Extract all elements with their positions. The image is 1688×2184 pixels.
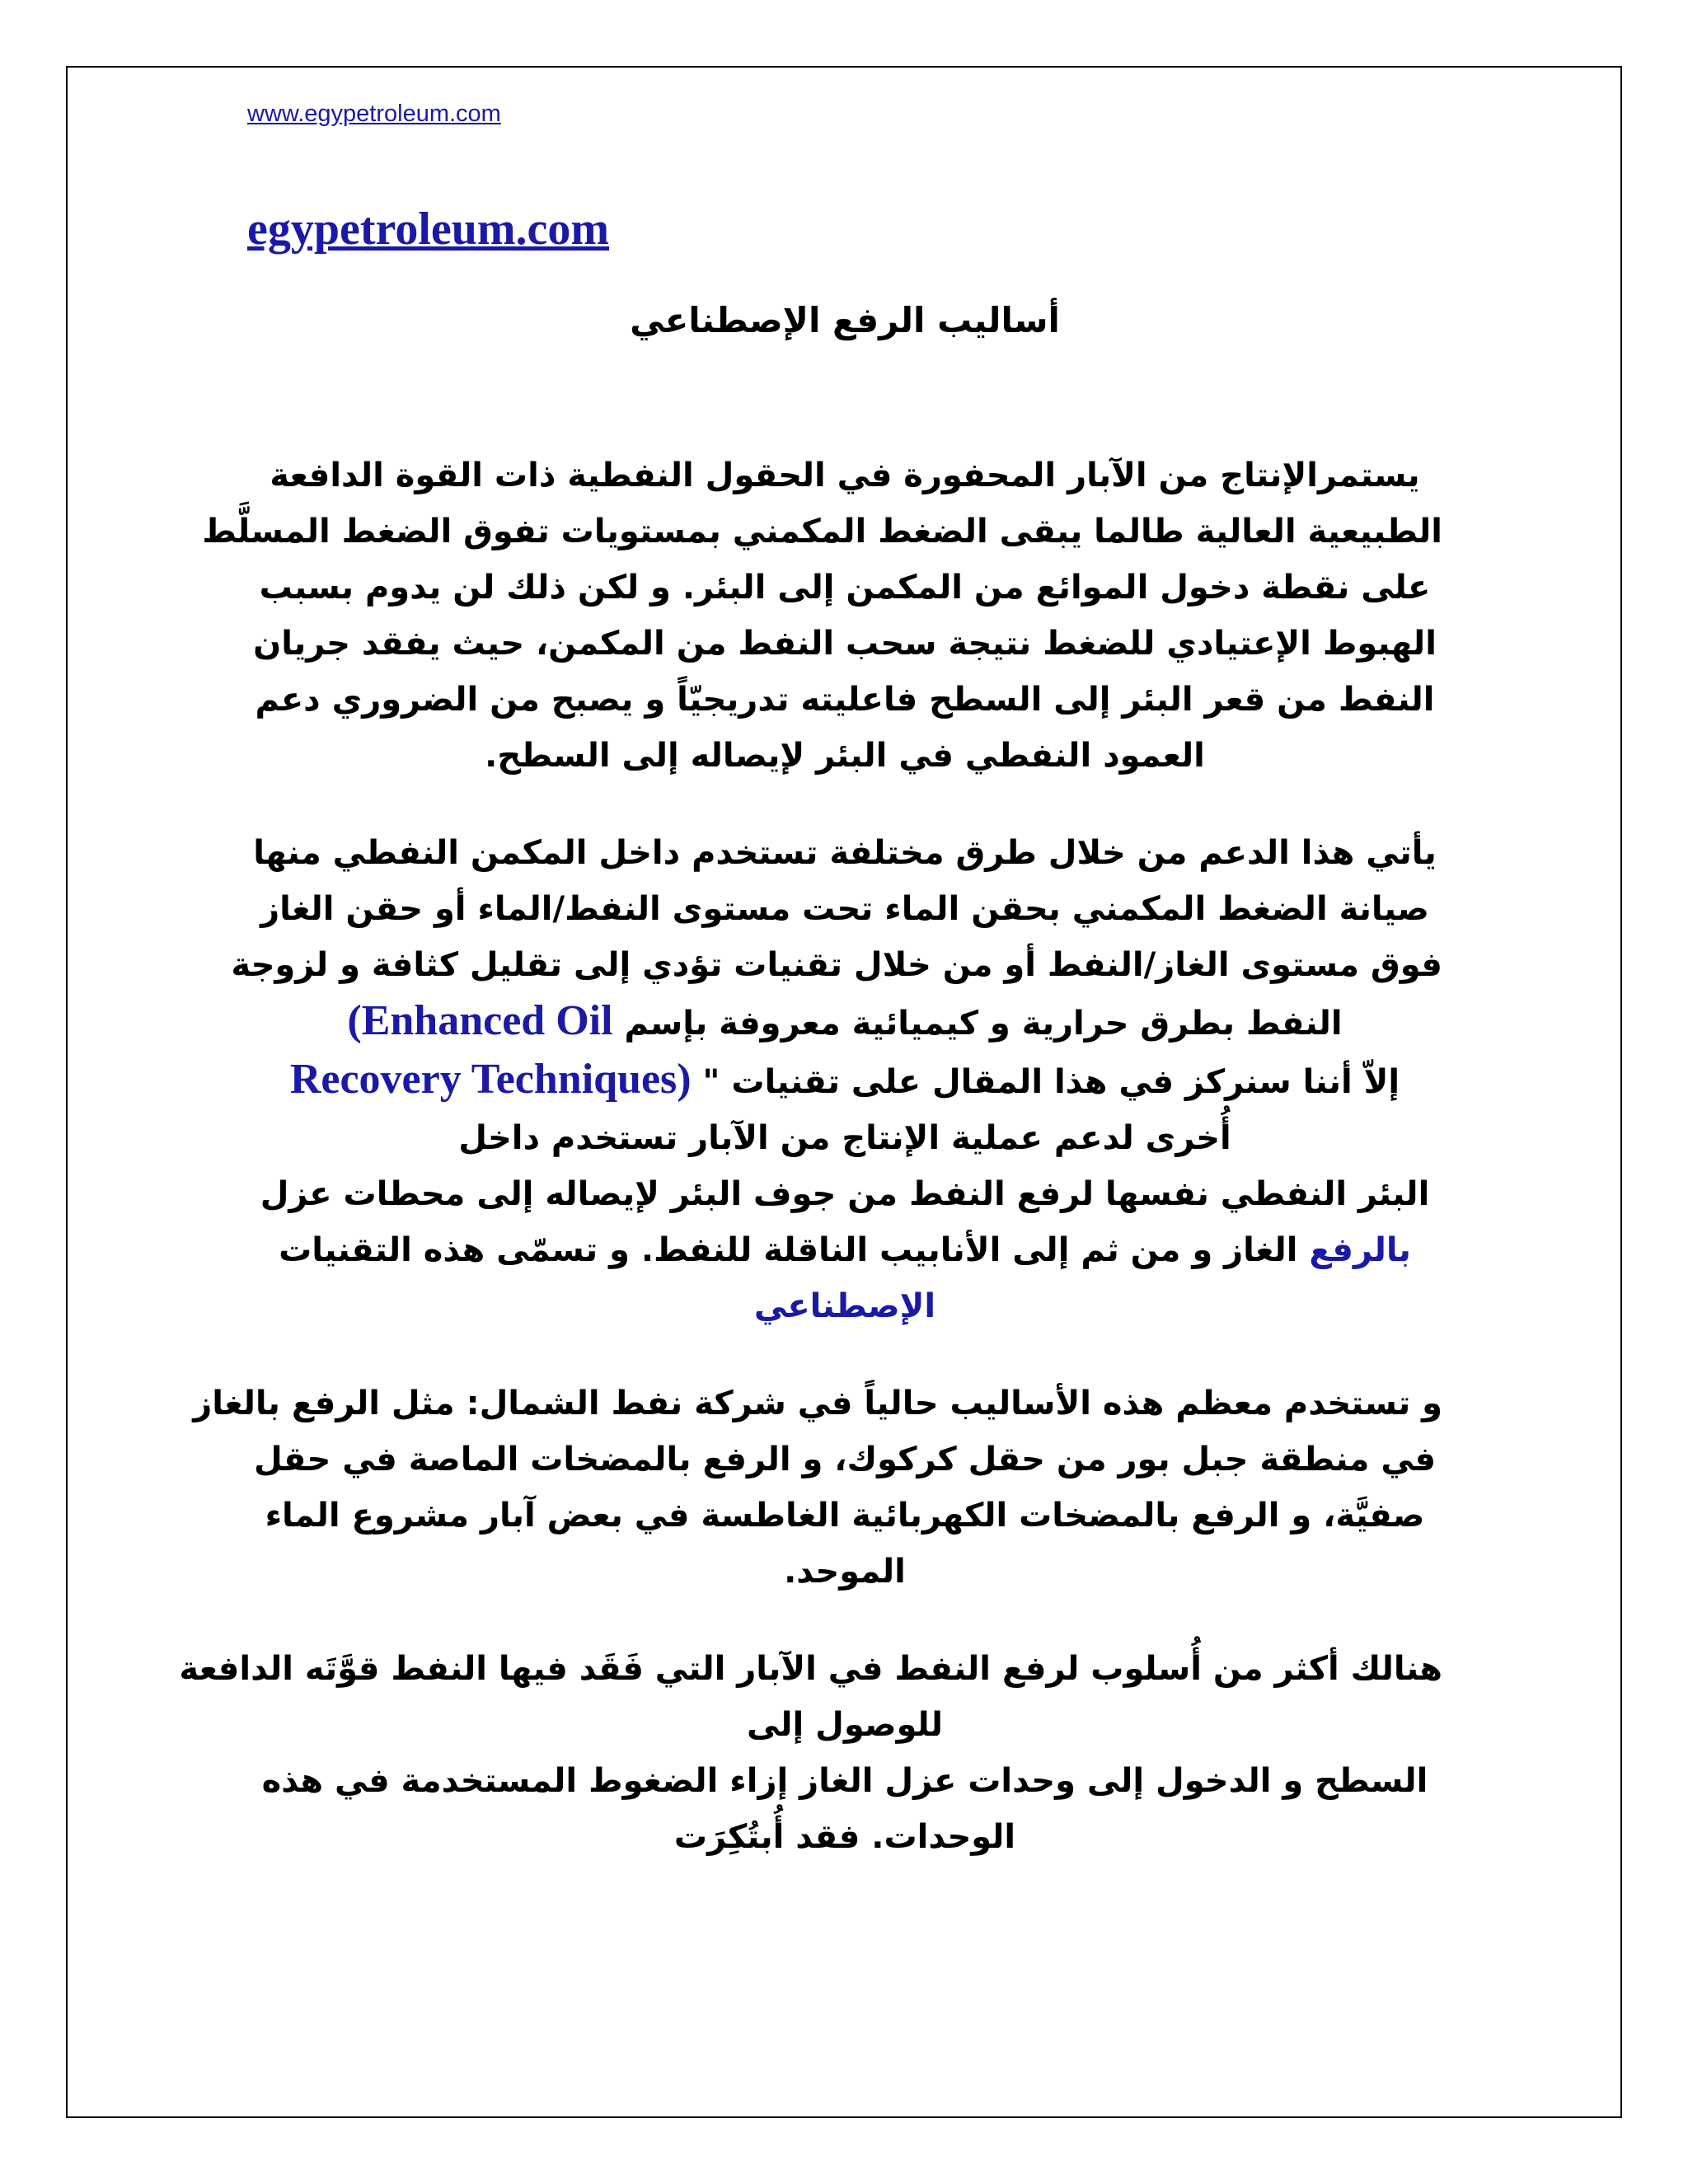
enhanced-oil-term: (Enhanced Oil [347,997,613,1044]
document-title: أساليب الرفع الإصطناعي [630,300,1060,340]
p2-line: صيانة الضغط المكمني بحقن الماء تحت مستوى النفط/الماء أو حقن الغاز [260,890,1429,928]
p2-line: البئر النفطي نفسها لرفع النفط من جوف البئر لإيصاله إلى محطات عزل [260,1175,1430,1213]
p2-line-mixed [247,1222,1442,1278]
p1-line: النفط من قعر البئر إلى السطح فاعليته تدريجيّاً و يصبح من الضروري دعم [255,681,1435,719]
artificial-lift-term-part1: بالرفع [1309,1231,1411,1269]
p4-line: السطح و الدخول إلى وحدات عزل الغاز إزاء الضغوط المستخدمة في هذه [261,1762,1428,1800]
p2-line: يأتي هذا الدعم من خلال طرق مختلفة تستخدم داخل المكمن النفطي منها [253,834,1437,872]
header-url-link[interactable]: www.egypetroleum.com [247,101,501,127]
p3-line: في منطقة جبل بور من حقل كركوك، و الرفع بالمضخات الماصة في حقل [253,1441,1437,1479]
recovery-techniques-term: Recovery Techniques) [289,1056,692,1103]
paragraph-1 [202,448,1442,784]
p1-line: الهبوط الإعتيادي للضغط نتيجة سحب النفط من المكمن، حيث يفقد جريان [253,625,1437,663]
p3-line: صفيَّة، و الرفع بالمضخات الكهربائية الغاطسة في بعض آبار مشروع الماء [265,1497,1425,1535]
p1-line: يستمرالإنتاج من الآبار المحفورة في الحقول النفطية ذات القوة الدافعة [270,457,1420,494]
document-body [179,293,1442,1906]
p4-line: للوصول إلى [747,1706,943,1744]
p1-line: العمود النفطي في البئر لإيصاله إلى السطح. [485,737,1205,775]
p1-line: على نقطة دخول الموائع من المكمن إلى البئر. و لكن ذلك لن يدوم بسبب [259,569,1431,607]
p4-line: هنالك أكثر من أُسلوب لرفع النفط في الآبار التي فَقَد فيها النفط قوَّتَه الدافعة [179,1650,1442,1688]
p3-line: و تستخدم معظم هذه الأساليب حالياً في شركة نفط الشمال: مثل الرفع بالغاز [193,1385,1442,1422]
paragraph-4 [179,1641,1442,1865]
site-title-link[interactable]: egypetroleum.com [247,204,610,255]
p2-line5-arabic: إلاّ أننا سنركز في هذا المقال على تقنيات " [702,1063,1400,1101]
p2-line8-arabic: الغاز و من ثم إلى الأنابيب الناقلة للنفط. و تسمّى هذه التقنيات [279,1231,1298,1269]
p2-line4-arabic: النفط بطرق حرارية و كيميائية معروفة بإسم [624,1005,1343,1043]
p3-line: الموحد. [784,1553,906,1591]
paragraph-3 [193,1376,1442,1600]
p2-line: أُخرى لدعم عملية الإنتاج من الآبار تستخدم داخل [458,1119,1231,1157]
p2-line: فوق مستوى الغاز/النفط أو من خلال تقنيات تؤدي إلى تقليل كثافة و لزوجة [231,946,1442,984]
p4-line: الوحدات. فقد أُبتُكِرَت [673,1818,1016,1856]
p2-line-mixed [247,1052,1442,1110]
p2-line-mixed [247,993,1442,1052]
p1-line: الطبيعية العالية طالما يبقى الضغط المكمني بمستويات تفوق الضغط المسلَّط [202,513,1442,551]
artificial-lift-term-part2: الإصطناعي [753,1287,936,1325]
paragraph-2 [231,825,1442,1334]
